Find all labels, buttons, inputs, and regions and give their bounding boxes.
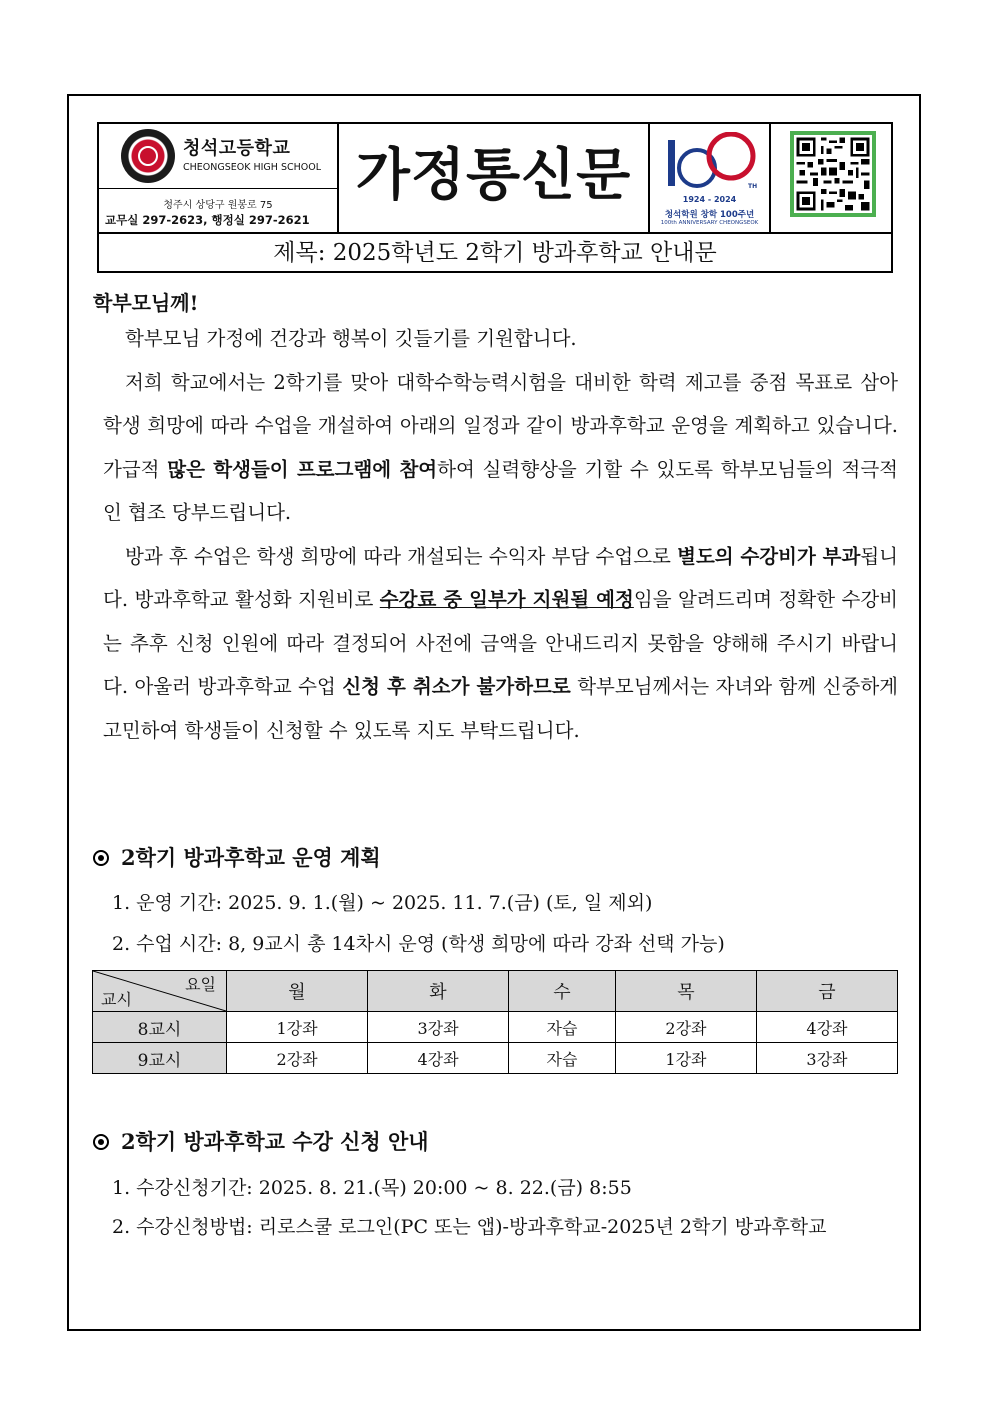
corner-period-label: 교시: [101, 990, 132, 1009]
schedule-table: [92, 970, 898, 1074]
period-label: 9교시: [93, 1043, 227, 1074]
anniversary-100-logo: [664, 132, 760, 196]
schedule-cell: 2강좌: [615, 1012, 756, 1043]
corner-day-label: 요일: [185, 975, 216, 994]
section-1-item-2: 2. 수업 시간: 8, 9교시 총 14차시 운영 (학생 희망에 따라 강좌 선택 가능): [112, 933, 725, 955]
anniversary-years: 1924 - 2024: [682, 195, 737, 204]
paragraph-3: 방과 후 수업은 학생 희망에 따라 개설되는 수익자 부담 수업으로 별도의 수강비가 부과됩니다. 방과후학교 활성화 지원비로 수강료 중 일부가 지원될 예정임을 알려드리며 정확한 수강비는 추후 신청 인원에 따라 결정되어 사전에 금액을 안내드리지 못함을 양해해 주시기 바랍니다. 아울러 방과후학교 수업 신청 후 취소가 불가하므로 학부모님께서는 자녀와 함께 신중하게 고민하여 학생들이 신청할 수 있도록 지도 부탁드립니다.: [103, 544, 899, 742]
school-brand: [99, 124, 337, 189]
schedule-corner-cell: [93, 971, 227, 1012]
table-row: [93, 1043, 898, 1074]
schedule-cell: 2강좌: [227, 1043, 368, 1074]
schedule-cell: 4강좌: [368, 1043, 509, 1074]
anniversary-label-en: 100th ANNIVERSARY CHEONGSEOK: [660, 220, 759, 226]
letterhead: [97, 122, 893, 273]
section-1-item-1: 1. 운영 기간: 2025. 9. 1.(월) ~ 2025. 11. 7.(금) (토, 일 제외): [112, 892, 653, 914]
letter-body: [103, 317, 898, 752]
paragraph-1: 학부모님 가정에 건강과 행복이 깃들기를 기원합니다.: [125, 327, 577, 350]
letter-subject: 제목: 2025학년도 2학기 방과후학교 안내문: [99, 232, 891, 273]
school-name-en: CHEONGSEOK HIGH SCHOOL: [183, 162, 322, 173]
emphasis-no-cancel: 신청 후 취소가 불가하므로: [342, 675, 571, 698]
qr-cell: [771, 124, 893, 232]
school-info: [99, 124, 339, 232]
schedule-cell: 4강좌: [756, 1012, 897, 1043]
table-row: [93, 1012, 898, 1043]
school-emblem-icon: [121, 129, 175, 183]
emphasis-fee: 별도의 수강비가 부과: [677, 544, 861, 568]
day-header: 월: [227, 971, 368, 1012]
schedule-cell: 자습: [509, 1043, 616, 1074]
school-address: 청주시 상당구 원봉로 75: [163, 200, 273, 211]
title-cell: [339, 124, 650, 232]
svg-text:TH: TH: [748, 183, 758, 190]
section-1-title: 2학기 방과후학교 운영 계획: [93, 842, 381, 872]
school-name: 청석고등학교: [183, 138, 291, 159]
emphasis-support: 수강료 중 일부가 지원될 예정: [379, 588, 634, 611]
schedule-cell: 1강좌: [615, 1043, 756, 1074]
day-header: 금: [756, 971, 897, 1012]
schedule-cell: 자습: [509, 1012, 616, 1043]
schedule-cell: 1강좌: [227, 1012, 368, 1043]
day-header: 수: [509, 971, 616, 1012]
emphasis-participation: 많은 학생들이 프로그램에 참여: [167, 457, 438, 481]
section-2-item-1: 1. 수강신청기간: 2025. 8. 21.(목) 20:00 ~ 8. 22.(금) 8:55: [112, 1177, 632, 1199]
schedule-cell: 3강좌: [756, 1043, 897, 1074]
schedule-cell: 3강좌: [368, 1012, 509, 1043]
newsletter-title: 가정통신문: [355, 143, 632, 208]
school-phones: 교무실 297-2623, 행정실 297-2621: [105, 213, 310, 227]
qr-code-icon[interactable]: [790, 131, 876, 217]
anniversary-label: 청석학원 창학 100주년: [664, 210, 755, 220]
day-header: 목: [615, 971, 756, 1012]
paragraph-2: 저희 학교에서는 2학기를 맞아 대학수학능력시험을 대비한 학력 제고를 중점 목표로 삼아 학생 희망에 따라 수업을 개설하여 아래의 일정과 같이 방과후학교 운영을 계획하고 있습니다. 가급적 많은 학생들이 프로그램에 참여하여 실력향상을 기할 수 있도록 학부모님들의 적극적인 협조 당부드립니다.: [103, 370, 898, 524]
bullet-icon: [93, 850, 109, 866]
bullet-icon: [93, 1134, 109, 1150]
section-2-title: 2학기 방과후학교 수강 신청 안내: [93, 1126, 429, 1156]
schedule-header-row: [93, 971, 898, 1012]
section-2-item-2: 2. 수강신청방법: 리로스쿨 로그인(PC 또는 앱)-방과후학교-2025년 2학기 방과후학교: [112, 1216, 827, 1238]
anniversary-cell: [650, 124, 771, 232]
day-header: 화: [368, 971, 509, 1012]
period-label: 8교시: [93, 1012, 227, 1043]
greeting: 학부모님께!: [93, 291, 199, 315]
